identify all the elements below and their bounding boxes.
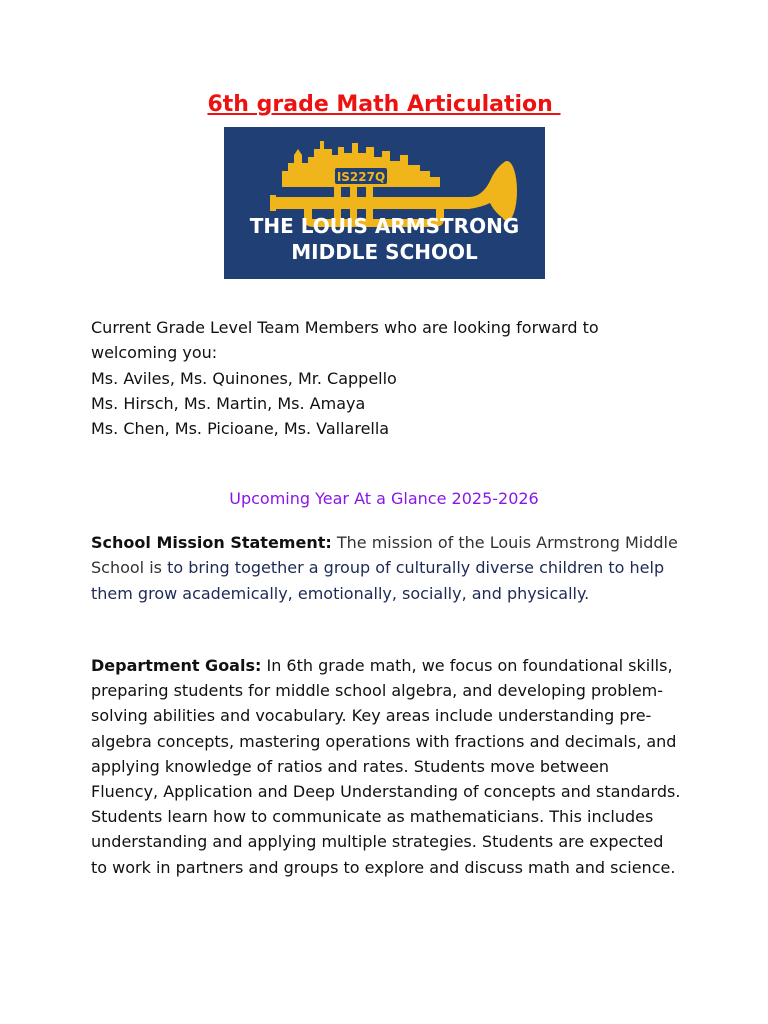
page-title: 6th grade Math Articulation — [207, 92, 561, 117]
school-logo — [224, 127, 545, 279]
logo-name-line1: THE LOUIS ARMSTRONG — [249, 214, 520, 238]
year-at-a-glance-heading: Upcoming Year At a Glance 2025-2026 — [229, 489, 539, 508]
department-goals — [91, 653, 681, 880]
team-members-section — [91, 315, 681, 441]
mission-label: School Mission Statement: — [91, 533, 332, 552]
logo-badge-text: IS227Q — [336, 170, 386, 184]
goals-label: Department Goals: — [91, 656, 262, 675]
team-intro-line: Current Grade Level Team Members who are looking forward to — [91, 318, 599, 337]
team-intro-line: welcoming you: — [91, 343, 218, 363]
team-member-row: Ms. Aviles, Ms. Quinones, Mr. Cappello — [91, 368, 397, 388]
team-member-row: Ms. Hirsch, Ms. Martin, Ms. Amaya — [91, 393, 366, 413]
mission-text: The mission of the Louis Armstrong Middle School is — [91, 533, 678, 578]
mission-text-highlight: to bring together a group of culturally diverse children to help them grow academically, emotionally, socially, and physically — [91, 558, 665, 603]
goals-text: In 6th grade math, we focus on foundational skills, preparing students for middle school algebra, and developing problem-solving abilities and vocabulary. Key areas include understanding pre-algebra concepts, mastering operations with fractions and decimals, and applying knowledge of ratios and rates. Students move between Fluency, Application and Deep Understanding of concepts and standards. Students learn how to communicate as mathematicians. This includes understanding and applying multiple strategies. Students are expected to work in partners and groups to explore and discuss math and science. — [91, 656, 681, 877]
logo-name-line2: MIDDLE SCHOOL — [291, 240, 478, 264]
team-member-row: Ms. Chen, Ms. Picioane, Ms. Vallarella — [91, 419, 390, 439]
mission-text-end: . — [584, 583, 590, 603]
mission-statement — [91, 530, 681, 606]
